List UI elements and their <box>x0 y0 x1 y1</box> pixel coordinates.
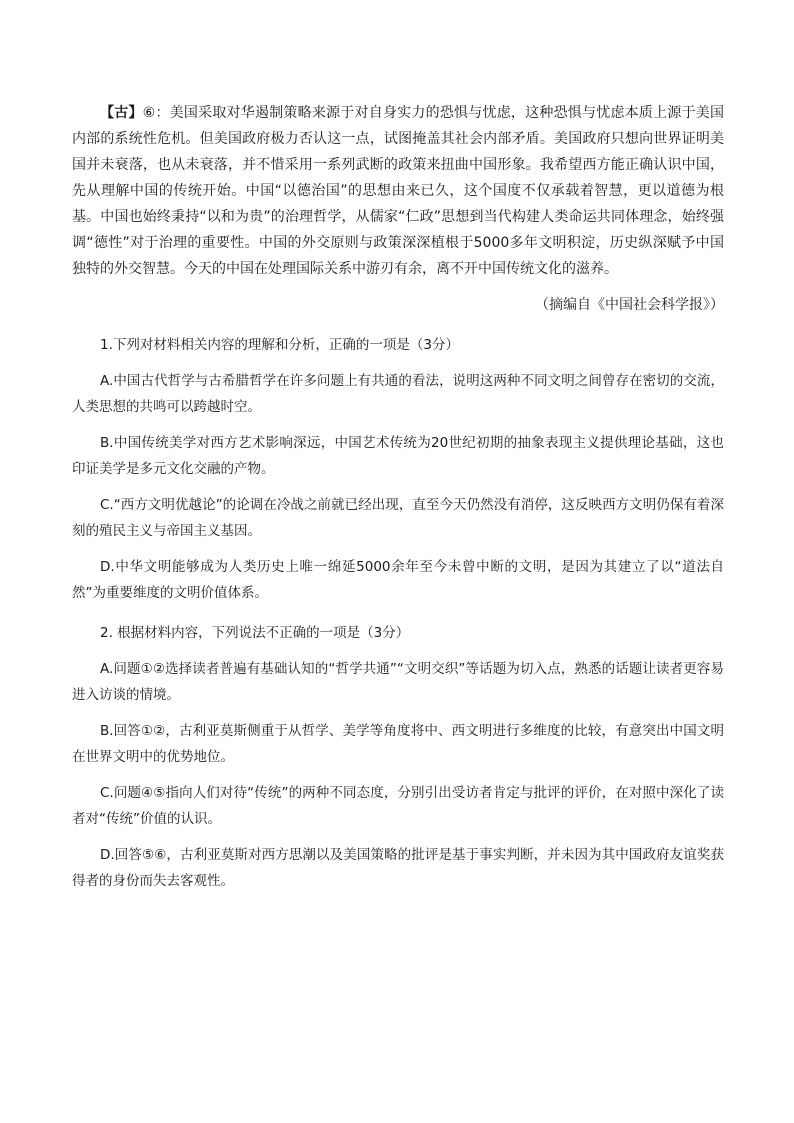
passage-tag: 【古】 <box>100 105 143 121</box>
question-1-option-d: D.中华文明能够成为人类历史上唯一绵延5000余年至今未曾中断的文明，是因为其建立了以“道法自然”为重要维度的文明价值体系。 <box>72 559 724 601</box>
question-2-option-c: C.问题④⑤指向人们对待“传统”的两种不同态度，分别引出受访者肯定与批评的评价，在对照中深化了读者对“传统”价值的认识。 <box>72 785 724 827</box>
question-1-stem: 1.下列对材料相关内容的理解和分析，正确的一项是（3分） <box>100 337 459 353</box>
question-1-option-a: A.中国古代哲学与古希腊哲学在许多问题上有共通的看法，说明这两种不同文明之间曾存在密切的交流，人类思想的共鸣可以跨越时空。 <box>72 373 724 415</box>
question-2-option-b: B.回答①②，古利亚莫斯侧重于从哲学、美学等角度将中、西文明进行多维度的比较，有意突出中国文明在世界文明中的优势地位。 <box>72 723 724 765</box>
passage-paragraph <box>72 100 724 282</box>
question-1 <box>72 332 724 606</box>
passage-source: （摘编自《中国社会科学报》） <box>535 297 724 313</box>
question-2-stem: 2. 根据材料内容，下列说法不正确的一项是（3分） <box>100 625 410 641</box>
question-1-option-c: C.“西方文明优越论”的论调在冷战之前就已经出现，直至今天仍然没有消停，这反映西方文明仍保有着深刻的殖民主义与帝国主义基因。 <box>72 497 724 539</box>
question-2-option-a: A.问题①②选择读者普遍有基础认知的“哲学共通”“文明交织”等话题为切入点，熟悉的话题让读者更容易进入访谈的情境。 <box>72 661 724 703</box>
question-2 <box>72 620 724 894</box>
question-1-option-b: B.中国传统美学对西方艺术影响深远，中国艺术传统为20世纪初期的抽象表现主义提供理论基础，这也印证美学是多元文化交融的产物。 <box>72 435 724 477</box>
document-page <box>72 100 724 894</box>
passage-text: ⑥：美国采取对华遏制策略来源于对自身实力的恐惧与忧虑，这种恐惧与忧虑本质上源于美国内部的系统性危机。但美国政府极力否认这一点，试图掩盖其社会内部矛盾。美国政府只想向世界证明美国并未衰落，也从未衰落，并不惜采用一系列武断的政策来扭曲中国形象。我希望西方能正确认识中国，先从理解中国的传统开始。中国“以德治国”的思想由来已久，这个国度不仅承载着智慧，更以道德为根基。中国也始终秉持“以和为贵”的治理哲学，从儒家“仁政”思想到当代构建人类命运共同体理念，始终强调“德性”对于治理的重要性。中国的外交原则与政策深深植根于5000多年文明积淀，历史纵深赋予中国独特的外交智慧。今天的中国在处理国际关系中游刃有余，离不开中国传统文化的滋养。 <box>72 105 724 277</box>
question-2-option-d: D.回答⑤⑥，古利亚莫斯对西方思潮以及美国策略的批评是基于事实判断，并未因为其中国政府友谊奖获得者的身份而失去客观性。 <box>72 847 724 889</box>
